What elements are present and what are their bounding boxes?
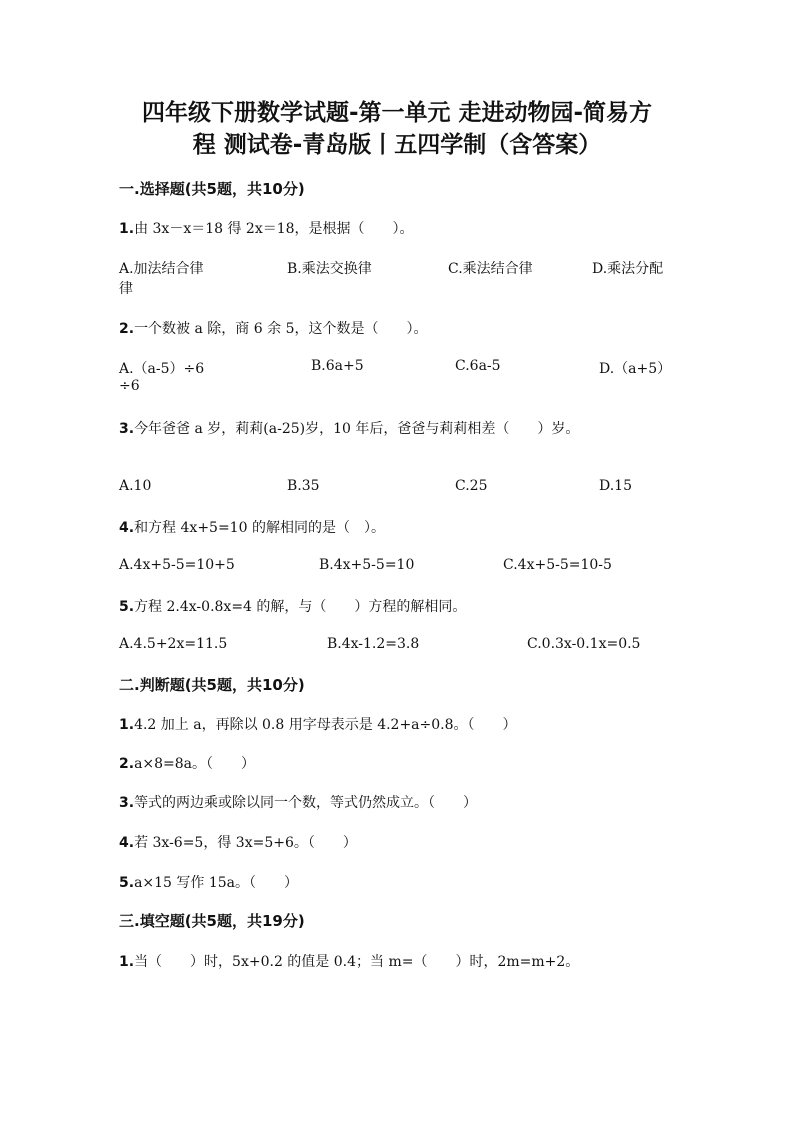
option-c: C.乘法结合律 (448, 261, 533, 277)
question-text: 等式的两边乘或除以同一个数，等式仍然成立。（ ） (134, 795, 478, 811)
question-1-5 (119, 596, 466, 616)
question-text: 若 3x-6=5，得 3x=5+6。（ ） (134, 835, 357, 851)
question-2-4 (119, 832, 357, 852)
option-c: C.6a-5 (455, 358, 501, 374)
question-number: 3. (119, 795, 135, 811)
question-1-1 (119, 218, 414, 238)
option-a: A.（a-5）÷6 (119, 361, 205, 377)
question-text: a×8=8a。（ ） (134, 756, 256, 772)
question-number: 1. (119, 717, 135, 733)
option-b: B.4x+5-5=10 (319, 557, 415, 573)
question-text: 由 3x－x＝18 得 2x＝18，是根据（ ）。 (134, 221, 414, 237)
option-a: A.4x+5-5=10+5 (119, 557, 235, 573)
question-number: 1. (119, 221, 135, 237)
section-heading-fill-blank: 三.填空题(共5题，共19分) (119, 912, 305, 930)
title-line-1: 四年级下册数学试题-第一单元 走进动物园-简易方 (141, 100, 653, 126)
option-d-wrap: 律 (119, 281, 133, 297)
option-d: D.15 (599, 478, 632, 494)
question-text: 方程 2.4x-0.8x=4 的解，与（ ）方程的解相同。 (134, 599, 467, 615)
question-number: 4. (119, 520, 135, 536)
option-a: A.10 (119, 478, 152, 494)
question-number: 1. (119, 954, 135, 970)
question-1-2 (119, 318, 427, 338)
option-c: C.0.3x-0.1x=0.5 (527, 636, 641, 652)
option-a: A.4.5+2x=11.5 (119, 636, 228, 652)
question-text: 当（ ）时，5x+0.2 的值是 0.4；当 m=（ ）时，2m=m+2。 (134, 954, 580, 970)
question-2-3 (119, 792, 477, 812)
question-1-3 (119, 418, 579, 438)
title-line-2: 程 测试卷-青岛版丨五四学制（含答案） (192, 132, 602, 158)
option-b: B.6a+5 (311, 358, 364, 374)
question-2-1 (119, 714, 517, 734)
option-d: D.（a+5） (599, 361, 672, 377)
section-heading-choice: 一.选择题(共5题，共10分) (119, 180, 305, 198)
page-title (100, 97, 694, 161)
question-number: 3. (119, 421, 135, 437)
option-c: C.25 (455, 478, 488, 494)
option-d: D.乘法分配 (592, 261, 664, 277)
question-number: 2. (119, 321, 135, 337)
question-3-1 (119, 951, 579, 971)
option-c: C.4x+5-5=10-5 (503, 557, 612, 573)
question-text: 4.2 加上 a，再除以 0.8 用字母表示是 4.2+a÷0.8。（ ） (134, 717, 517, 733)
question-2-2 (119, 753, 255, 773)
question-text: 一个数被 a 除，商 6 余 5，这个数是（ ）。 (134, 321, 428, 337)
question-number: 4. (119, 835, 135, 851)
question-text: 今年爸爸 a 岁，莉莉(a-25)岁，10 年后，爸爸与莉莉相差（ ）岁。 (134, 421, 580, 437)
question-2-5 (119, 872, 298, 892)
question-number: 5. (119, 875, 135, 891)
option-b: B.4x-1.2=3.8 (327, 636, 420, 652)
question-text: a×15 写作 15a。（ ） (134, 875, 299, 891)
question-1-4 (119, 517, 385, 537)
option-b: B.乘法交换律 (287, 261, 372, 277)
question-text: 和方程 4x+5=10 的解相同的是（ ）。 (134, 520, 385, 536)
option-b: B.35 (287, 478, 320, 494)
question-number: 2. (119, 756, 135, 772)
question-number: 5. (119, 599, 135, 615)
section-heading-judgement: 二.判断题(共5题，共10分) (119, 676, 305, 694)
option-a: A.加法结合律 (119, 261, 204, 277)
option-d-wrap: ÷6 (119, 378, 140, 394)
